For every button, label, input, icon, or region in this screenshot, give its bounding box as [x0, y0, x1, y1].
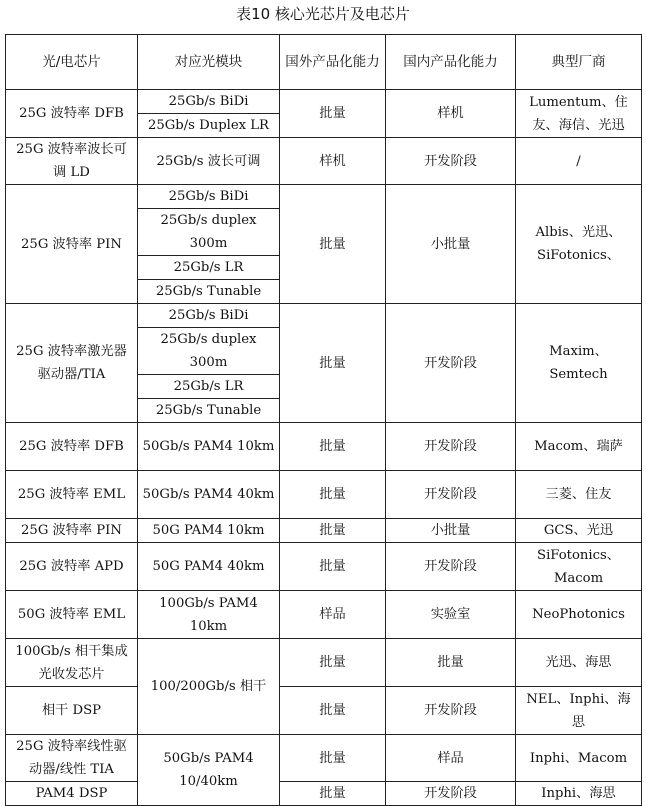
module-cell: 50Gb/s PAM4 10/40km — [138, 735, 280, 806]
vendors-cell: Macom、瑞萨 — [516, 423, 642, 471]
header-row — [6, 35, 642, 90]
chip-cell: 相干 DSP — [6, 687, 138, 735]
chip-cell: 50G 波特率 EML — [6, 591, 138, 639]
header-foreign: 国外产品化能力 — [280, 35, 386, 90]
foreign-cell: 批量 — [280, 423, 386, 471]
module-cell: 25Gb/s LR — [138, 256, 280, 280]
chip-cell: 25G 波特率波长可调 LD — [6, 138, 138, 185]
foreign-cell: 批量 — [280, 471, 386, 519]
chip-cell: 25G 波特率 EML — [6, 471, 138, 519]
table-row — [6, 543, 642, 591]
module-cell: 25Gb/s BiDi — [138, 90, 280, 114]
foreign-cell: 批量 — [280, 687, 386, 735]
chip-cell: 25G 波特率 PIN — [6, 519, 138, 543]
chip-cell: 25G 波特率 DFB — [6, 423, 138, 471]
header-chip: 光/电芯片 — [6, 35, 138, 90]
header-domestic: 国内产品化能力 — [386, 35, 516, 90]
domestic-cell: 样机 — [386, 90, 516, 138]
chip-cell: 25G 波特率 DFB — [6, 90, 138, 138]
table-row — [6, 423, 642, 471]
table-row — [6, 519, 642, 543]
foreign-cell: 批量 — [280, 543, 386, 591]
table-title: 表10 核心光芯片及电芯片 — [236, 5, 410, 23]
module-cell: 50Gb/s PAM4 40km — [138, 471, 280, 519]
domestic-cell: 小批量 — [386, 185, 516, 304]
chip-cell: 100Gb/s 相干集成光收发芯片 — [6, 639, 138, 687]
table-row — [6, 735, 642, 782]
foreign-cell: 批量 — [280, 782, 386, 806]
chip-cell: 25G 波特率 PIN — [6, 185, 138, 304]
foreign-cell: 样品 — [280, 591, 386, 639]
chip-cell: PAM4 DSP — [6, 782, 138, 806]
domestic-cell: 开发阶段 — [386, 471, 516, 519]
module-cell: 25Gb/s 波长可调 — [138, 138, 280, 185]
vendors-cell: / — [516, 138, 642, 185]
domestic-cell: 样品 — [386, 735, 516, 782]
module-cell: 100Gb/s PAM4 10km — [138, 591, 280, 639]
domestic-cell: 开发阶段 — [386, 687, 516, 735]
module-cell: 50Gb/s PAM4 10km — [138, 423, 280, 471]
module-cell: 50G PAM4 40km — [138, 543, 280, 591]
foreign-cell: 样机 — [280, 138, 386, 185]
table-row — [6, 471, 642, 519]
header-module: 对应光模块 — [138, 35, 280, 90]
vendors-cell: Inphi、海思 — [516, 782, 642, 806]
vendors-cell: Maxim、Semtech — [516, 304, 642, 423]
header-vendors: 典型厂商 — [516, 35, 642, 90]
foreign-cell: 批量 — [280, 304, 386, 423]
table-row — [6, 185, 642, 209]
vendors-cell: NEL、Inphi、海思 — [516, 687, 642, 735]
chip-cell: 25G 波特率 APD — [6, 543, 138, 591]
vendors-cell: Inphi、Macom — [516, 735, 642, 782]
table-row — [6, 138, 642, 185]
module-cell: 100/200Gb/s 相干 — [138, 639, 280, 735]
vendors-cell: SiFotonics、Macom — [516, 543, 642, 591]
table-row — [6, 687, 642, 735]
module-cell: 25Gb/s duplex 300m — [138, 328, 280, 375]
table-row — [6, 639, 642, 687]
domestic-cell: 开发阶段 — [386, 543, 516, 591]
chip-cell: 25G 波特率线性驱动器/线性 TIA — [6, 735, 138, 782]
chip-table — [5, 34, 642, 806]
module-cell: 25Gb/s Tunable — [138, 280, 280, 304]
domestic-cell: 实验室 — [386, 591, 516, 639]
foreign-cell: 批量 — [280, 639, 386, 687]
module-cell: 25Gb/s duplex 300m — [138, 209, 280, 256]
domestic-cell: 开发阶段 — [386, 782, 516, 806]
table-row — [6, 304, 642, 328]
module-cell: 25Gb/s BiDi — [138, 185, 280, 209]
module-cell: 50G PAM4 10km — [138, 519, 280, 543]
table-row — [6, 591, 642, 639]
vendors-cell: GCS、光迅 — [516, 519, 642, 543]
domestic-cell: 小批量 — [386, 519, 516, 543]
vendors-cell: Albis、光迅、SiFotonics、 — [516, 185, 642, 304]
domestic-cell: 开发阶段 — [386, 423, 516, 471]
chip-cell: 25G 波特率激光器驱动器/TIA — [6, 304, 138, 423]
table-row — [6, 90, 642, 114]
vendors-cell: 光迅、海思 — [516, 639, 642, 687]
domestic-cell: 开发阶段 — [386, 138, 516, 185]
module-cell: 25Gb/s BiDi — [138, 304, 280, 328]
foreign-cell: 批量 — [280, 735, 386, 782]
module-cell: 25Gb/s Duplex LR — [138, 114, 280, 138]
domestic-cell: 批量 — [386, 639, 516, 687]
vendors-cell: 三菱、住友 — [516, 471, 642, 519]
vendors-cell: NeoPhotonics — [516, 591, 642, 639]
foreign-cell: 批量 — [280, 90, 386, 138]
vendors-cell: Lumentum、住友、海信、光迅 — [516, 90, 642, 138]
domestic-cell: 开发阶段 — [386, 304, 516, 423]
module-cell: 25Gb/s LR — [138, 375, 280, 399]
module-cell: 25Gb/s Tunable — [138, 399, 280, 423]
table-row — [6, 782, 642, 806]
foreign-cell: 批量 — [280, 519, 386, 543]
foreign-cell: 批量 — [280, 185, 386, 304]
